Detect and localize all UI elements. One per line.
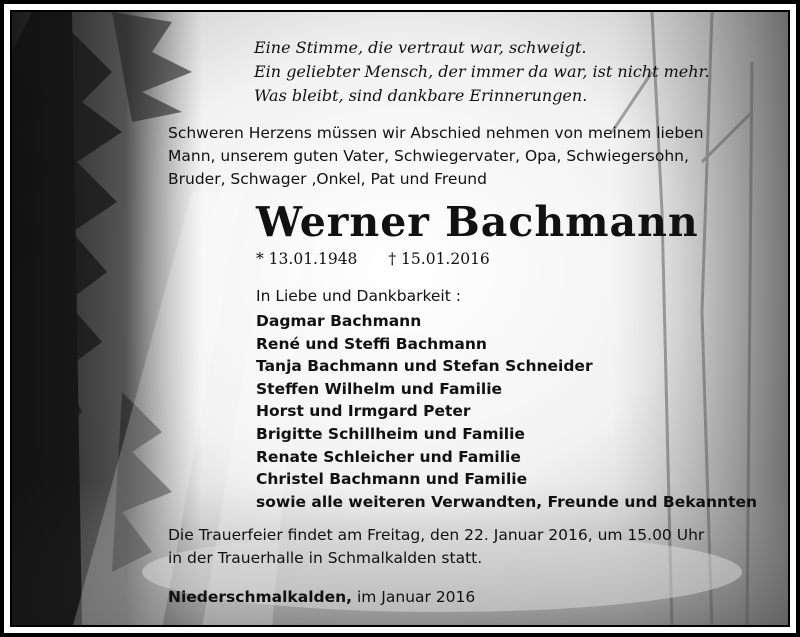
thanks-label: In Liebe und Dankbarkeit : bbox=[256, 287, 461, 305]
inner-border bbox=[10, 10, 790, 627]
intro-text bbox=[168, 122, 704, 191]
mourner: Tanja Bachmann und Stefan Schneider bbox=[256, 357, 593, 376]
mourner: Horst und Irmgard Peter bbox=[256, 402, 471, 421]
mourner: sowie alle weiteren Verwandten, Freunde und Bekannten bbox=[256, 492, 758, 511]
poem bbox=[254, 36, 710, 108]
mourner: Brigitte Schillheim und Familie bbox=[256, 424, 525, 443]
intro-line: Schweren Herzens müssen wir Abschied nehmen von meinem lieben bbox=[168, 124, 704, 142]
service-line: in der Trauerhalle in Schmalkalden statt. bbox=[168, 549, 483, 567]
place-town: Niederschmalkalden, bbox=[168, 588, 353, 606]
intro-line: Bruder, Schwager ,Onkel, Pat und Freund bbox=[168, 170, 487, 188]
mourners-list bbox=[256, 310, 757, 513]
birth-date: * 13.01.1948 bbox=[256, 250, 358, 268]
mourner: Steffen Wilhelm und Familie bbox=[256, 379, 503, 398]
place-and-date bbox=[168, 588, 475, 606]
death-date: † 15.01.2016 bbox=[388, 250, 490, 268]
funeral-service-info bbox=[168, 524, 704, 570]
notice-text bbox=[12, 12, 788, 625]
mourner: Renate Schleicher und Familie bbox=[256, 447, 521, 466]
mourner: René und Steffi Bachmann bbox=[256, 334, 487, 353]
mourner: Christel Bachmann und Familie bbox=[256, 470, 528, 489]
life-dates bbox=[256, 250, 516, 268]
service-line: Die Trauerfeier findet am Freitag, den 22. Januar 2016, um 15.00 Uhr bbox=[168, 526, 705, 544]
intro-line: Mann, unserem guten Vater, Schwiegervater, Opa, Schwiegersohn, bbox=[168, 147, 689, 165]
poem-line: Eine Stimme, die vertraut war, schweigt. bbox=[254, 38, 587, 57]
place-date: im Januar 2016 bbox=[352, 588, 476, 606]
mourner: Dagmar Bachmann bbox=[256, 312, 422, 330]
poem-line: Ein geliebter Mensch, der immer da war, ist nicht mehr. bbox=[254, 62, 710, 81]
poem-line: Was bleibt, sind dankbare Erinnerungen. bbox=[254, 86, 588, 105]
deceased-name: Werner Bachmann bbox=[256, 198, 699, 246]
